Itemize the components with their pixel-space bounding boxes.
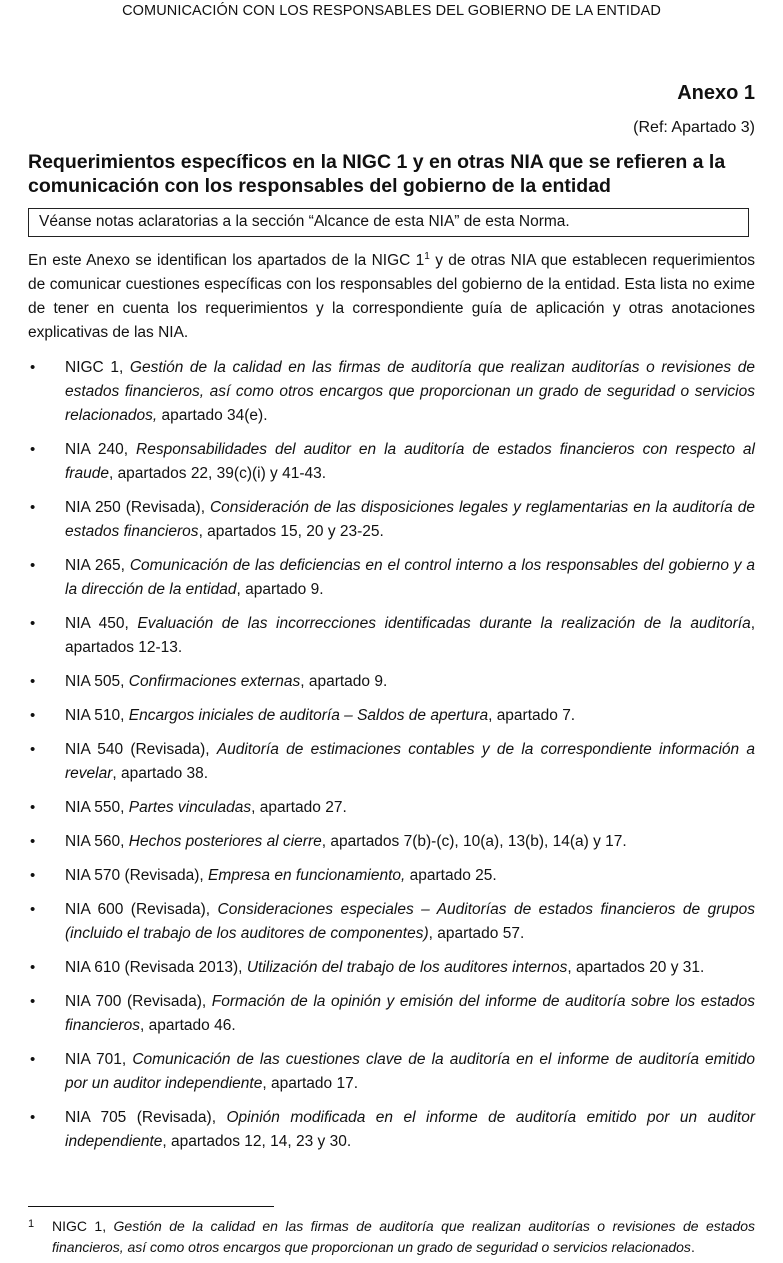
list-item (28, 898, 755, 946)
footnote (28, 1216, 755, 1258)
item-paragraphs: apartado 34(e). (157, 407, 268, 424)
bullet-icon: • (30, 441, 36, 458)
item-standard: NIA 701, (65, 1051, 133, 1068)
list-item (28, 796, 755, 820)
item-title: Hechos posteriores al cierre (128, 833, 322, 850)
item-title: Comunicación de las deficiencias en el control interno a los responsables del gobierno y a la dirección de la entidad (65, 557, 755, 598)
bullet-icon: • (30, 359, 36, 376)
item-title: Empresa en funcionamiento, (208, 867, 406, 884)
item-title: Consideración de las disposiciones legales y reglamentarias en la auditoría de estados financieros (65, 499, 755, 540)
item-paragraphs: , apartados 12, 14, 23 y 30. (162, 1133, 352, 1150)
item-standard: NIA 250 (Revisada), (65, 499, 210, 516)
list-item (28, 612, 755, 660)
explanatory-note-box (28, 208, 749, 237)
item-standard: NIA 240, (65, 441, 137, 458)
item-paragraphs: , apartado 27. (251, 799, 347, 816)
list-item (28, 356, 755, 428)
requirements-list (28, 356, 755, 1164)
annex-heading: Anexo 1 (677, 82, 755, 104)
item-standard: NIA 560, (65, 833, 129, 850)
item-standard: NIA 550, (65, 799, 129, 816)
intro-text-after: y de otras NIA que establecen requerimientos de comunicar cuestiones específicas con los responsables del gobierno de la entidad. Esta lista no exime de tener en cuenta los requerimientos y la correspondiente guía de aplicación y otras anotaciones explicativas de las NIA. (28, 252, 755, 341)
list-item (28, 438, 755, 486)
list-item (28, 670, 755, 694)
item-standard: NIA 450, (65, 615, 138, 632)
item-title: Consideraciones especiales – Auditorías de estados financieros de grupos (incluido el trabajo de los auditores de componentes) (65, 901, 755, 942)
item-standard: NIA 540 (Revisada), (65, 741, 217, 758)
list-item (28, 496, 755, 544)
bullet-icon: • (30, 707, 36, 724)
bullet-icon: • (30, 833, 36, 850)
bullet-icon: • (30, 867, 36, 884)
item-title: Partes vinculadas (128, 799, 252, 816)
item-paragraphs: apartado 25. (405, 867, 497, 884)
item-paragraphs: , apartado 9. (300, 673, 388, 690)
item-title: Confirmaciones externas (128, 673, 301, 690)
item-title: Utilización del trabajo de los auditores internos (246, 959, 568, 976)
footnote-text (28, 1216, 755, 1258)
item-title: Responsabilidades del auditor en la auditoría de estados financieros con respecto al fraude (65, 441, 755, 482)
item-standard: NIA 610 (Revisada 2013), (65, 959, 247, 976)
list-item (28, 1048, 755, 1096)
list-item (28, 704, 755, 728)
running-header: COMUNICACIÓN CON LOS RESPONSABLES DEL GOBIERNO DE LA ENTIDAD (122, 3, 661, 19)
list-item (28, 830, 755, 854)
footnote-separator (28, 1206, 274, 1207)
item-title: Encargos iniciales de auditoría – Saldos de apertura (128, 707, 489, 724)
list-item (28, 864, 755, 888)
item-paragraphs: , apartados 15, 20 y 23-25. (198, 523, 384, 540)
bullet-icon: • (30, 1051, 36, 1068)
item-title: Auditoría de estimaciones contables y de la correspondiente información a revelar (65, 741, 755, 782)
intro-text-before: En este Anexo se identifican los apartados de la NIGC 1 (28, 252, 425, 269)
bullet-icon: • (30, 1109, 36, 1126)
footnote-mark: 1 (28, 1218, 35, 1230)
item-standard: NIA 705 (Revisada), (65, 1109, 227, 1126)
item-standard: NIA 600 (Revisada), (65, 901, 218, 918)
item-standard: NIA 505, (65, 673, 129, 690)
item-paragraphs: , apartados 20 y 31. (567, 959, 705, 976)
item-paragraphs: , apartados 12-13. (65, 615, 755, 656)
bullet-icon: • (30, 557, 36, 574)
reference-note: (Ref: Apartado 3) (633, 119, 755, 136)
bullet-icon: • (30, 615, 36, 632)
intro-paragraph (28, 249, 755, 345)
item-title: Opinión modificada en el informe de auditoría emitido por un auditor independiente (65, 1109, 756, 1150)
section-title: Requerimientos específicos en la NIGC 1 y en otras NIA que se refieren a la comunicación con los responsables del gobierno de la entidad (28, 151, 726, 197)
bullet-icon: • (30, 499, 36, 516)
item-title: Evaluación de las incorrecciones identificadas durante la realización de la auditoría (137, 615, 751, 632)
bullet-icon: • (30, 741, 36, 758)
footnote-title: Gestión de la calidad en las firmas de auditoría que realizan auditorías o revisiones de estados financieros, así como otros encargos que proporcionan un grado de seguridad o servicios relacionados (52, 1218, 755, 1255)
item-paragraphs: , apartado 9. (236, 581, 324, 598)
item-paragraphs: , apartado 57. (428, 925, 525, 942)
bullet-icon: • (30, 673, 36, 690)
item-paragraphs: , apartados 7(b)-(c), 10(a), 13(b), 14(a) y 17. (321, 833, 627, 850)
bullet-icon: • (30, 993, 36, 1010)
item-standard: NIA 700 (Revisada), (65, 993, 212, 1010)
footnote-reference: 1 (424, 250, 430, 262)
item-paragraphs: , apartado 38. (112, 765, 209, 782)
item-standard: NIGC 1, (65, 359, 130, 376)
footnote-suffix: . (690, 1239, 695, 1255)
item-paragraphs: , apartado 7. (488, 707, 576, 724)
item-title: Formación de la opinión y emisión del informe de auditoría sobre los estados financieros (65, 993, 755, 1034)
bullet-icon: • (30, 799, 36, 816)
item-paragraphs: , apartados 22, 39(c)(i) y 41-43. (108, 465, 327, 482)
item-standard: NIA 570 (Revisada), (65, 867, 209, 884)
bullet-icon: • (30, 901, 36, 918)
list-item (28, 956, 755, 980)
item-standard: NIA 510, (65, 707, 129, 724)
item-paragraphs: , apartado 46. (139, 1017, 236, 1034)
explanatory-note-text: Véanse notas aclaratorias a la sección “Alcance de esta NIA” de esta Norma. (39, 213, 570, 230)
list-item (28, 554, 755, 602)
bullet-icon: • (30, 959, 36, 976)
item-title: Comunicación de las cuestiones clave de la auditoría en el informe de auditoría emitido por un auditor independiente (65, 1051, 755, 1092)
list-item (28, 738, 755, 786)
list-item (28, 1106, 755, 1154)
item-standard: NIA 265, (65, 557, 130, 574)
item-title: Gestión de la calidad en las firmas de auditoría que realizan auditorías o revisiones de estados financieros, así como otros encargos que proporcionan un grado de seguridad o servicios relacionados, (65, 359, 755, 424)
list-item (28, 990, 755, 1038)
footnote-prefix: NIGC 1, (52, 1218, 114, 1234)
item-paragraphs: , apartado 17. (262, 1075, 359, 1092)
